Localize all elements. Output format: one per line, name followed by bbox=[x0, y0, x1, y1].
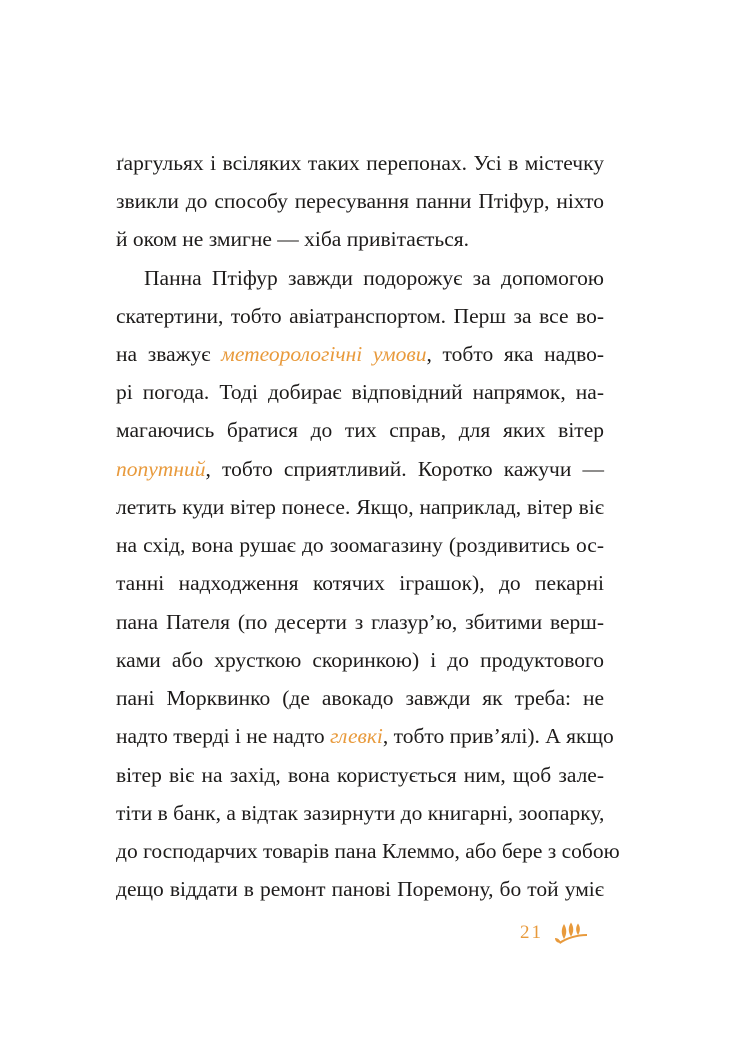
text-segment: , тобто сприятливий. Коротко кажучи — bbox=[205, 457, 604, 481]
text-line-18: тіти в банк, а відтак зазирнути до книгарні, зоопарку, bbox=[116, 801, 605, 825]
page-footer bbox=[520, 918, 589, 948]
text-segment: на зважує bbox=[116, 342, 222, 366]
highlighted-term-tailwind: попутний bbox=[116, 457, 206, 481]
page-number: 21 bbox=[520, 922, 543, 943]
text-line-15: пані Морквинко (де авокадо завжди як треба: не bbox=[116, 686, 604, 710]
highlighted-term-soggy: глевкі bbox=[329, 724, 383, 748]
text-line-17: вітер віє на захід, вона користується ним, щоб зале- bbox=[116, 763, 604, 787]
text-line-13: пана Пателя (по десерти з глазур’ю, збитими верш- bbox=[116, 610, 604, 634]
text-line-2: звикли до способу пересування панни Птіфур, ніхто bbox=[116, 189, 604, 213]
leaf-sprig-icon bbox=[555, 921, 589, 945]
text-line-20: дещо віддати в ремонт панові Поремону, бо той уміє bbox=[116, 877, 604, 901]
text-line-19: до господарчих товарів пана Клеммо, або бере з собою bbox=[116, 839, 620, 863]
text-line-8: магаючись братися до тих справ, для яких вітер bbox=[116, 418, 604, 442]
text-line-7: рі погода. Тоді добирає відповідний напрямок, на- bbox=[116, 380, 604, 404]
text-segment: , тобто прив’ялі). А якщо bbox=[382, 724, 614, 748]
text-line-3: й оком не змигне — хіба привітається. bbox=[116, 227, 470, 251]
text-line-4: Панна Птіфур завжди подорожує за допомогою bbox=[144, 266, 604, 290]
text-segment: надто тверді і не надто bbox=[116, 724, 330, 748]
text-segment: , тобто яка надво- bbox=[426, 342, 604, 366]
text-line-11: на схід, вона рушає до зоомагазину (роздивитись ос- bbox=[116, 533, 604, 557]
text-line-9 bbox=[116, 450, 604, 488]
highlighted-term-weather: метеорологічні умови bbox=[221, 342, 427, 366]
text-line-6 bbox=[116, 335, 604, 373]
text-line-5: скатертини, тобто авіатранспортом. Перш за все во- bbox=[116, 304, 604, 328]
text-line-14: ками або хрусткою скоринкою) і до продуктового bbox=[116, 648, 604, 672]
text-line-16 bbox=[116, 717, 614, 755]
text-line-1: ґаргульях і всіляких таких перепонах. Усі в містечку bbox=[116, 151, 604, 175]
text-line-10: летить куди вітер понесе. Якщо, наприклад, вітер віє bbox=[116, 495, 604, 519]
text-line-12: танні надходження котячих іграшок), до пекарні bbox=[116, 571, 604, 595]
